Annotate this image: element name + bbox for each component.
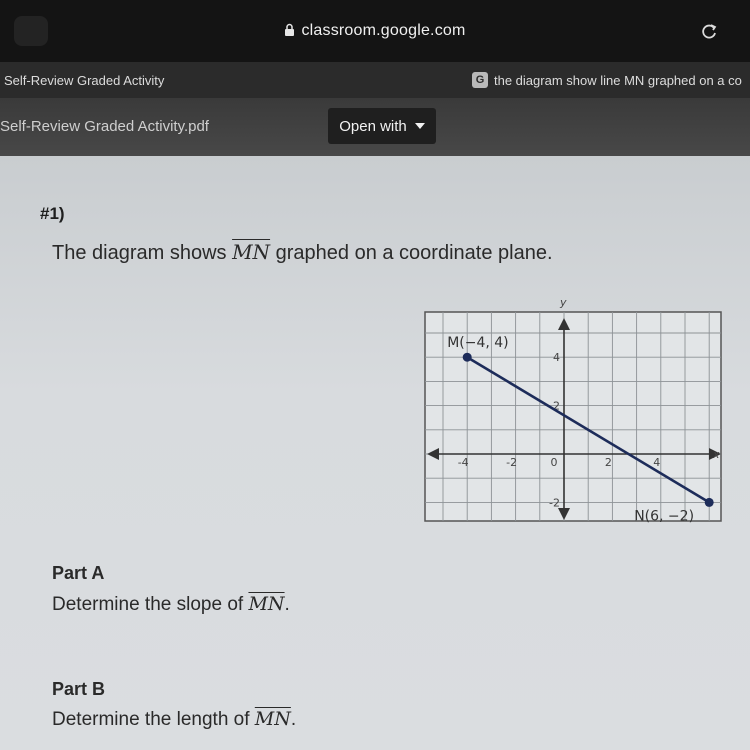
lock-icon — [284, 23, 295, 42]
url-text: classroom.google.com — [301, 22, 466, 39]
tab-title: the diagram show line MN graphed on a co — [494, 72, 742, 88]
point-n — [705, 498, 714, 507]
y-axis-label: y — [560, 296, 567, 309]
tab-search[interactable] — [472, 62, 750, 98]
y-tick-label: 2 — [553, 399, 560, 413]
google-icon: G — [472, 72, 488, 88]
tab-classroom[interactable] — [0, 62, 444, 98]
segment-mn: $\overline{MN}$ — [232, 240, 271, 264]
part-b-text: Determine the length of $\overline{MN}$. — [52, 708, 297, 730]
y-tick-label: -2 — [549, 496, 560, 510]
tab-title: Self-Review Graded Activity — [4, 72, 165, 88]
reload-icon[interactable] — [698, 20, 720, 42]
coordinate-plane — [415, 290, 735, 530]
part-a-heading: Part A — [52, 563, 105, 583]
x-tick-label: -2 — [506, 456, 518, 469]
tab-strip — [0, 62, 750, 98]
segment-mn: $\overline{MN}$ — [254, 708, 291, 730]
point-m — [463, 353, 472, 362]
segment-mn: $\overline{MN}$ — [248, 593, 285, 615]
part-a-text: Determine the slope of $\overline{MN}$. — [52, 593, 290, 615]
point-n-label: N(6, −2) — [634, 508, 695, 525]
x-axis-label: x — [713, 448, 720, 461]
x-tick-label: 2 — [604, 456, 612, 469]
x-tick-label: 4 — [653, 456, 661, 469]
y-tick-label: 4 — [553, 351, 560, 365]
question-number: #1) — [40, 204, 65, 223]
x-tick-label: -4 — [457, 456, 469, 469]
question-statement: The diagram shows $\overline{MN}$ graphed on a coordinate plane. — [52, 240, 553, 264]
open-with-button[interactable] — [328, 108, 436, 144]
part-b-heading: Part B — [52, 679, 106, 699]
url-field[interactable] — [0, 22, 750, 42]
address-bar — [0, 0, 750, 62]
open-with-label: Open with — [339, 117, 407, 135]
chevron-down-icon — [415, 123, 425, 129]
x-tick-label: 0 — [550, 456, 558, 469]
pdf-filename: Self-Review Graded Activity.pdf — [0, 118, 209, 135]
point-m-label: M(−4, 4) — [447, 335, 509, 352]
